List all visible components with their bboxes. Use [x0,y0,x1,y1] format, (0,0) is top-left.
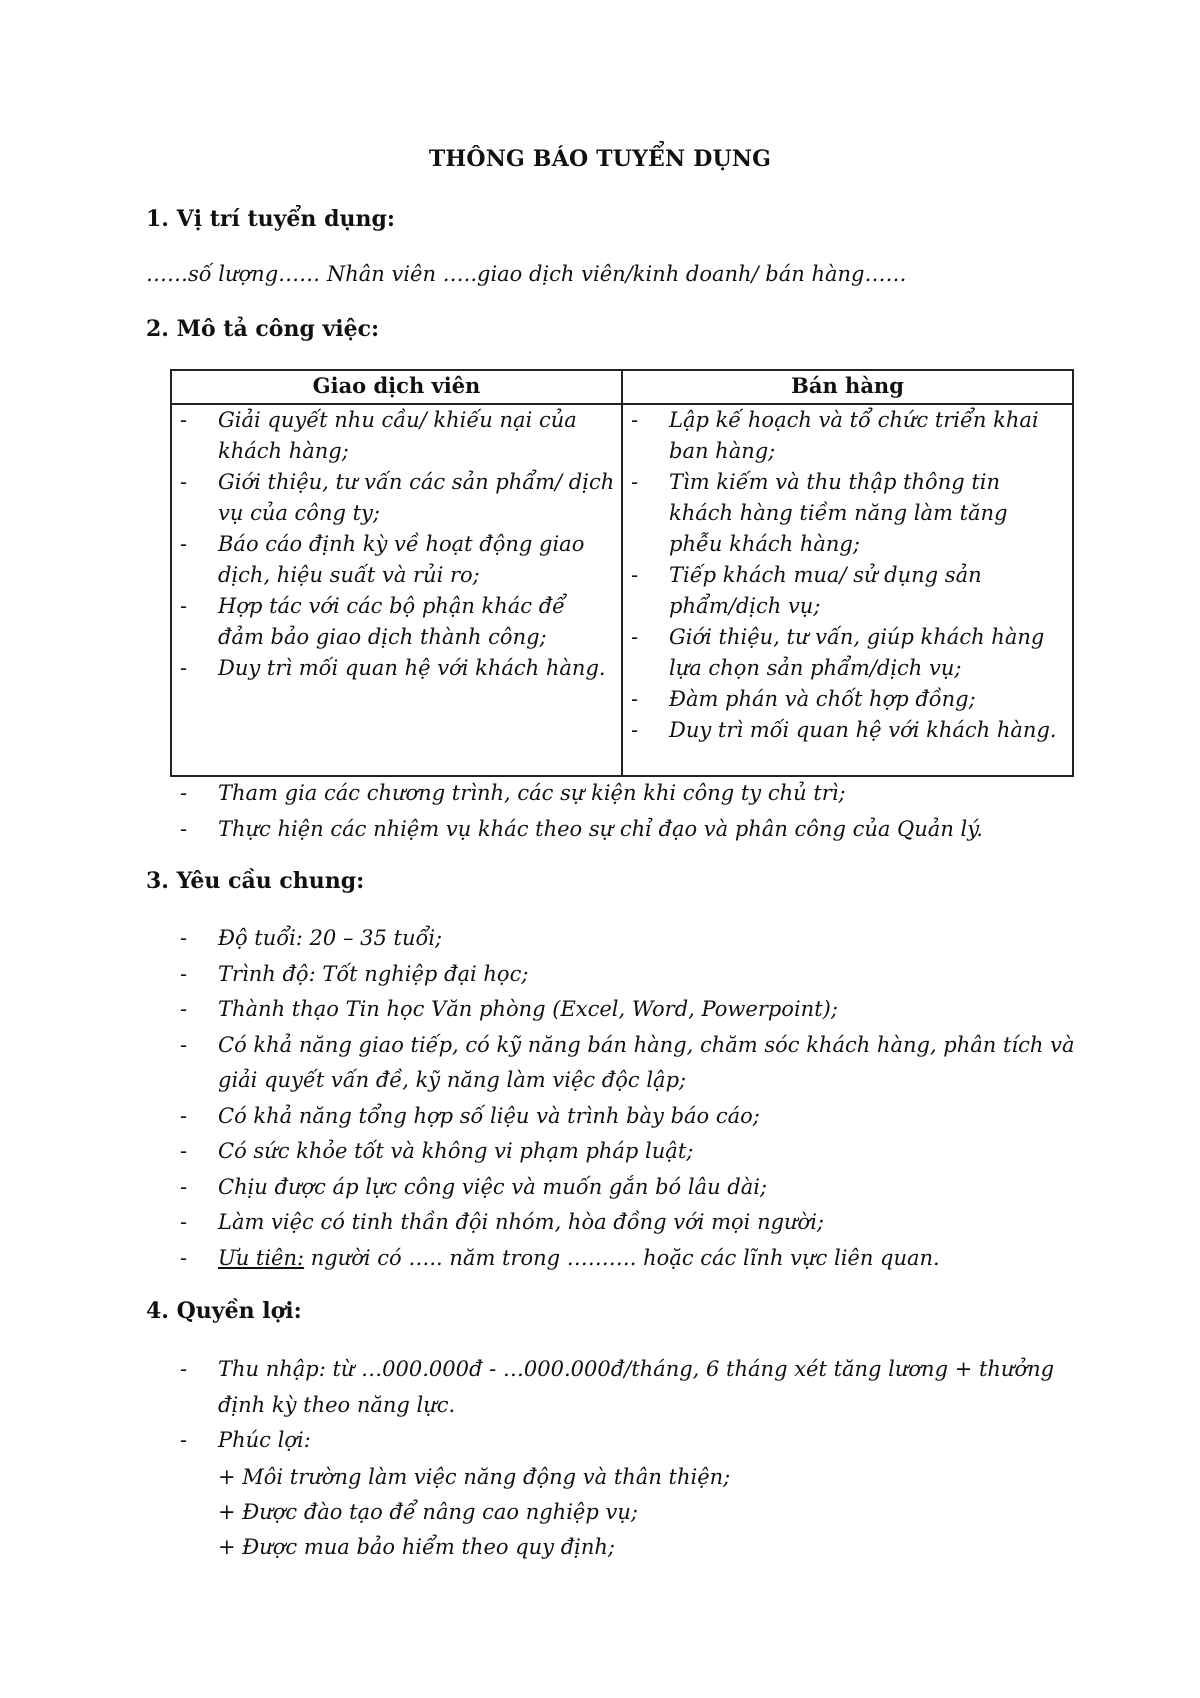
list-item: - Giải quyết nhu cầu/ khiếu nại của khách hàng; [180,408,577,463]
list-item: - Có sức khỏe tốt và không vi phạm pháp luật; [180,1139,694,1163]
welfare-item: - Phúc lợi: [180,1428,311,1452]
ban-hang-cell [622,404,1073,776]
list-item: - Giới thiệu, tư vấn các sản phẩm/ dịch vụ của công ty; [180,470,615,525]
priority-item: - Ưu tiên: người có ….. năm trong ………. hoặc các lĩnh vực liên quan. [180,1245,940,1270]
list-item: - Có khả năng tổng hợp số liệu và trình bày báo cáo; [180,1103,760,1128]
col-header-ban-hang: Bán hàng [622,370,1073,404]
position-heading: 1. Vị trí tuyển dụng: [146,206,395,232]
welfare-line: + Được mua bảo hiểm theo quy định; [218,1535,615,1559]
welfare-line: + Môi trường làm việc năng động và thân thiện; [218,1465,731,1489]
list-item: - Giới thiệu, tư vấn, giúp khách hàng lựa chọn sản phẩm/dịch vụ; [631,625,1045,680]
table-body-row [171,404,1073,776]
income-item: - Thu nhập: từ …000.000đ - …000.000đ/tháng, 6 tháng xét tăng lương + thưởng định kỳ theo năng lực. [180,1357,1055,1417]
description-heading: 2. Mô tả công việc: [146,316,380,342]
list-item: - Độ tuổi: 20 – 35 tuổi; [180,926,443,950]
col-header-giao-dich-vien: Giao dịch viên [171,370,622,404]
job-description-table [170,369,1074,777]
list-item: - Báo cáo định kỳ về hoạt động giao dịch, hiệu suất và rủi ro; [180,532,585,587]
list-item: - Lập kế hoạch và tổ chức triển khai ban hàng; [631,408,1039,463]
giao-dich-vien-cell [171,404,622,776]
list-item: - Thực hiện các nhiệm vụ khác theo sự chỉ đạo và phân công của Quản lý. [180,816,983,841]
table-header-row [171,370,1073,404]
requirements-list [180,921,1080,1276]
priority-label: Ưu tiên: [218,1245,305,1270]
welfare-line: + Được đào tạo để nâng cao nghiệp vụ; [218,1500,638,1524]
list-item: - Duy trì mối quan hệ với khách hàng. [631,718,1057,742]
position-line: ……số lượng…… Nhân viên …..giao dịch viên/kinh doanh/ bán hàng…… [146,262,907,286]
list-item: - Tham gia các chương trình, các sự kiện khi công ty chủ trì; [180,781,846,805]
list-item: - Thành thạo Tin học Văn phòng (Excel, Word, Powerpoint); [180,997,838,1021]
list-item: - Trình độ: Tốt nghiệp đại học; [180,961,529,986]
list-item: - Tiếp khách mua/ sử dụng sản phẩm/dịch vụ; [631,563,982,618]
list-item: - Duy trì mối quan hệ với khách hàng. [180,656,606,680]
list-item: - Tìm kiếm và thu thập thông tin khách hàng tiềm năng làm tăng phễu khách hàng; [631,470,1008,556]
priority-text: người có ….. năm trong ………. hoặc các lĩnh vực liên quan. [304,1245,940,1270]
extra-duties-list [180,776,1080,847]
giao-dich-vien-list [180,405,615,684]
ban-hang-list [631,405,1066,746]
list-item: - Có khả năng giao tiếp, có kỹ năng bán hàng, chăm sóc khách hàng, phân tích và giải quyết vấn đề, kỹ năng làm việc độc lập; [180,1032,1075,1092]
list-item: - Đàm phán và chốt hợp đồng; [631,687,976,711]
list-item: - Hợp tác với các bộ phận khác để đảm bảo giao dịch thành công; [180,594,566,649]
requirements-heading: 3. Yêu cầu chung: [146,868,365,894]
benefits-list [180,1352,1080,1459]
benefits-heading: 4. Quyền lợi: [146,1298,302,1324]
list-item: - Làm việc có tinh thần đội nhóm, hòa đồng với mọi người; [180,1210,824,1234]
list-item: - Chịu được áp lực công việc và muốn gắn bó lâu dài; [180,1174,768,1199]
document-title: THÔNG BÁO TUYỂN DỤNG [428,146,772,172]
